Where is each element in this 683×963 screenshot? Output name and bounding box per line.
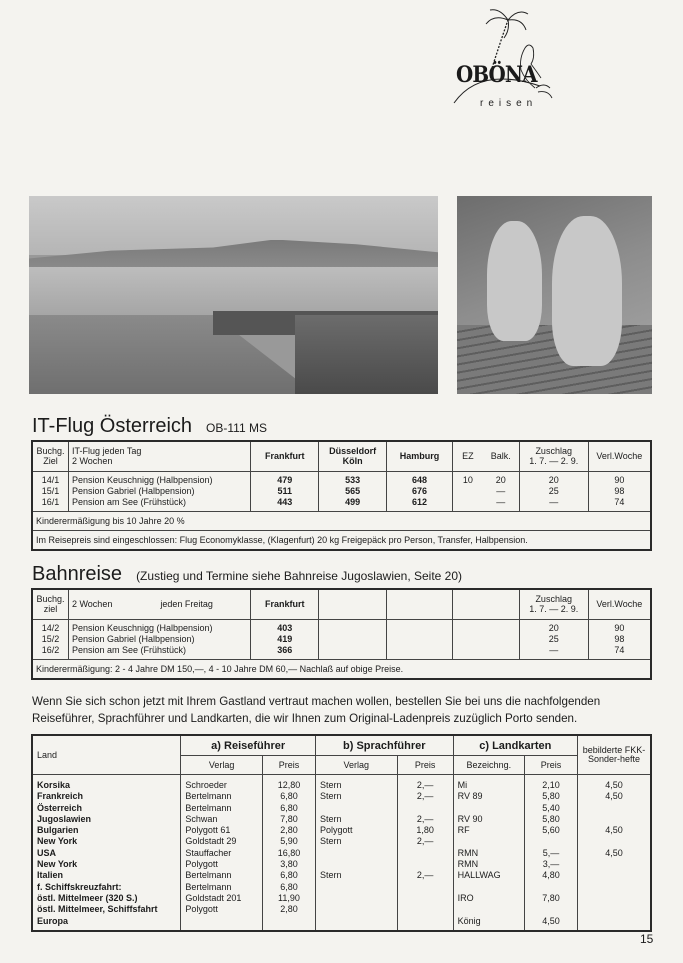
cell-land: Europa (37, 915, 69, 926)
cell-fkk (582, 870, 646, 881)
price: 419 (277, 634, 293, 644)
cell-rv: Bertelmann (185, 870, 232, 881)
price: 511 (277, 486, 293, 496)
cell-land: Korsika (37, 780, 71, 790)
cell-rp: 7,80 (280, 813, 298, 824)
sprach-verlag-column (315, 775, 397, 931)
cell-land: USA (37, 847, 57, 858)
cell-sv: Stern (319, 870, 342, 881)
col-empty (452, 589, 519, 620)
col-verl: Verl.Woche (588, 589, 651, 620)
cell-sp: 2,— (416, 791, 434, 802)
col-empty (387, 589, 453, 620)
col-preis: Preis (262, 756, 315, 775)
ez-value: 10 (462, 475, 473, 485)
zuschlag-value: — (549, 645, 559, 655)
cell-sv: Stern (319, 813, 342, 824)
two-women-on-deck-photo (457, 196, 652, 394)
cell-kp: 5,60 (542, 825, 560, 836)
cell-sp (402, 904, 449, 915)
cell-fkk (582, 893, 646, 904)
cell-sp (402, 848, 449, 859)
ziel: 15/2 (41, 634, 60, 644)
col-balk: Balk. (483, 441, 519, 472)
ez-value (456, 497, 480, 508)
karten-bez-column (453, 775, 524, 931)
cell-kb: RV 89 (457, 791, 483, 802)
cell-sp (402, 882, 449, 893)
cell-kp: 4,80 (542, 870, 560, 881)
cell-sv (320, 893, 393, 904)
pension-name: Pension am See (Frühstück) (71, 497, 187, 507)
cell-fkk (582, 836, 646, 847)
cell-fkk (582, 859, 646, 870)
cell-fkk (582, 916, 646, 927)
cell-sp: 2,— (416, 870, 434, 881)
price: 533 (345, 475, 361, 485)
group-reisefuehrer: a) Reiseführer (181, 735, 316, 756)
cell-kb: RF (457, 825, 470, 836)
cell-rv: Bertelmann (185, 791, 232, 802)
cell-fkk: 4,50 (605, 780, 623, 790)
cell-sv (320, 848, 393, 859)
cell-fkk: 4,50 (605, 825, 623, 836)
cell-kb (458, 836, 520, 847)
cell-rp: 3,80 (280, 859, 298, 870)
cell-sv: Polygott (319, 825, 353, 836)
cell-sv (320, 859, 393, 870)
price: 612 (411, 497, 427, 507)
pension-name: Pension Gabriel (Halbpension) (71, 634, 195, 644)
col-desc-1: IT-Flug jeden Tag (71, 445, 142, 456)
cell-land: Frankreich (37, 791, 84, 802)
obona-reisen-logo (440, 8, 560, 113)
cell-kb: IRO (457, 892, 474, 903)
karten-preis-column (525, 775, 578, 931)
zuschlag-value: 20 (548, 623, 559, 633)
cell-fkk (582, 882, 646, 893)
cell-kb: König (457, 915, 481, 926)
cell-fkk: 4,50 (605, 847, 623, 858)
col-verlag: Verlag (315, 756, 397, 775)
group-landkarten: c) Landkarten (453, 735, 577, 756)
ziel: 16/1 (41, 497, 60, 507)
price: 403 (277, 623, 293, 633)
cell-fkk (582, 803, 646, 814)
verl-value: 98 (614, 634, 625, 644)
cell-rv (185, 916, 258, 927)
col-land: Land (32, 735, 181, 775)
cell-kb: RV 90 (457, 813, 483, 824)
col-hamburg: Hamburg (387, 441, 453, 472)
cell-kb: HALLWAG (457, 870, 501, 881)
page-number: 15 (640, 932, 654, 946)
cell-land: New York (37, 859, 78, 870)
col-verl: Verl.Woche (588, 441, 651, 472)
cell-rp: 12,80 (277, 780, 301, 790)
pension-name: Pension am See (Frühstück) (71, 645, 187, 655)
price: 676 (411, 486, 427, 496)
cell-rv: Goldstadt 29 (185, 836, 237, 847)
col-duesseldorf: Düsseldorf Köln (319, 441, 387, 472)
price: 499 (345, 497, 361, 507)
cell-sv (320, 882, 393, 893)
verl-value: 90 (614, 623, 625, 633)
col-zuschlag-dates: 1. 7. — 2. 9. (529, 603, 579, 614)
cell-land: östl. Mittelmeer, Schiffsfahrt (37, 904, 158, 915)
col-zuschlag: Zuschlag (535, 593, 572, 604)
bahn-section-title (32, 563, 462, 586)
col-preis: Preis (397, 756, 453, 775)
cell-kp: 5,40 (542, 802, 560, 813)
cell-rv: Schwan (185, 813, 218, 824)
cell-rv: Bertelmann (185, 802, 232, 813)
cell-kp: 5,— (542, 847, 560, 858)
col-desc-2: 2 Wochen (71, 455, 113, 466)
cell-kp: 2,10 (542, 780, 560, 790)
cell-land: New York (37, 836, 78, 847)
col-bezeichnung: Bezeichng. (453, 756, 524, 775)
balk-value: — (496, 486, 506, 496)
cell-rp: 5,90 (280, 836, 298, 847)
col-fkk: bebilderte FKK-Sonder-hefte (578, 735, 651, 775)
flug-price-table (31, 440, 652, 551)
cell-rp: 6,80 (280, 870, 298, 881)
cell-kb (458, 882, 520, 893)
col-buchg: Buchg. ziel (32, 589, 68, 620)
cell-rv: Schroeder (185, 780, 227, 790)
lake-dock-photo (29, 196, 438, 394)
cell-rv: Polygott 61 (185, 825, 231, 836)
col-frankfurt: Frankfurt (251, 441, 319, 472)
pension-name: Pension Keuschnigg (Halbpension) (71, 623, 213, 633)
col-frankfurt: Frankfurt (251, 589, 319, 620)
col-preis: Preis (525, 756, 578, 775)
ez-value (456, 486, 480, 497)
cell-land: f. Schiffskreuzfahrt: (37, 881, 122, 892)
verl-value: 74 (614, 497, 625, 507)
ziel: 14/2 (41, 623, 60, 633)
cell-land: Österreich (37, 802, 83, 813)
cell-rv: Bertelmann (185, 881, 232, 892)
col-verlag: Verlag (181, 756, 263, 775)
cell-sv (320, 916, 393, 927)
cell-sp: 2,— (416, 780, 434, 790)
flug-rows (32, 472, 651, 512)
price: 565 (345, 486, 361, 496)
col-buchg: Buchg. Ziel (32, 441, 68, 472)
cell-kb (458, 803, 520, 814)
cell-kp: 5,80 (542, 791, 560, 802)
price: 366 (277, 645, 293, 655)
cell-sp (402, 803, 449, 814)
sprach-preis-column (397, 775, 453, 931)
cell-land: östl. Mittelmeer (320 S.) (37, 892, 138, 903)
verl-value: 98 (614, 486, 625, 496)
cell-sp: 2,— (416, 813, 434, 824)
bahn-subtitle: (Zustieg und Termine siehe Bahnreise Jugoslawien, Seite 20) (136, 569, 463, 583)
cell-kb: RMN (457, 859, 479, 870)
cell-rp (267, 916, 311, 927)
cell-land: Jugoslawien (37, 813, 92, 824)
cell-kb: Mi (457, 780, 468, 790)
cell-kp (529, 836, 573, 847)
cell-rp: 11,90 (278, 892, 300, 903)
reise-verlag-column (181, 775, 263, 931)
fkk-column (578, 775, 651, 931)
cell-sp (402, 916, 449, 927)
cell-sp (402, 859, 449, 870)
group-sprachfuehrer: b) Sprachführer (315, 735, 453, 756)
reise-preis-column (262, 775, 315, 931)
balk-value: — (496, 497, 506, 507)
cell-rv: Polygott (185, 904, 218, 915)
cell-sv: Stern (319, 780, 342, 790)
cell-fkk (582, 814, 646, 825)
col-desc-1: 2 Wochen (71, 598, 113, 609)
cell-sv: Stern (319, 791, 342, 802)
flug-included-note: Im Reisepreis sind eingeschlossen: Flug Economyklasse, (Klagenfurt) 20 kg Freigepäck pro Person, Transfer, Halbpension. (32, 531, 651, 551)
cell-kp: 3,— (542, 859, 560, 870)
verl-value: 90 (614, 475, 625, 485)
cell-kb: RMN (457, 847, 479, 858)
price: 648 (411, 475, 427, 485)
cell-sv (320, 904, 393, 915)
cell-rp: 6,80 (280, 791, 298, 802)
cell-sp (402, 893, 449, 904)
ziel: 14/1 (41, 475, 60, 485)
cell-rp: 6,80 (280, 881, 298, 892)
guidebooks-table (31, 734, 652, 932)
flug-code: OB-111 MS (206, 421, 267, 435)
pension-name: Pension Gabriel (Halbpension) (71, 486, 195, 496)
cell-sp: 1,80 (416, 825, 434, 836)
ziel: 15/1 (41, 486, 60, 496)
flug-section-title (32, 415, 267, 438)
cell-rp: 6,80 (280, 802, 298, 813)
zuschlag-value: 25 (548, 634, 559, 644)
guidebooks-rows (32, 775, 651, 931)
flug-children-note: Kinderermäßigung bis 10 Jahre 20 % (32, 512, 651, 531)
cell-land: Italien (37, 870, 64, 881)
cell-rp: 16,80 (277, 847, 301, 858)
cell-sv (320, 803, 393, 814)
price: 443 (277, 497, 293, 507)
bahn-rows (32, 620, 651, 660)
verl-value: 74 (614, 645, 625, 655)
col-desc-2: jeden Freitag (160, 598, 213, 609)
logo-brand-text: OBÖNA (456, 62, 537, 88)
cell-rv: Goldstadt 201 (185, 892, 242, 903)
col-empty (319, 589, 387, 620)
cell-sv: Stern (319, 836, 342, 847)
flug-title: IT-Flug Österreich (32, 415, 193, 437)
cell-rp: 2,80 (280, 904, 298, 915)
guidebooks-intro: Wenn Sie sich schon jetzt mit Ihrem Gastland vertraut machen wollen, bestellen Sie bei uns die nachfolgenden Reiseführer, Sprachführer und Landkarten, die wir Ihnen zum Original-Ladenpreis zuzüglich Porto senden. (32, 695, 601, 725)
cell-sp: 2,— (416, 836, 434, 847)
cell-kb (458, 904, 520, 915)
col-ez: EZ (452, 441, 482, 472)
col-zuschlag-dates: 1. 7. — 2. 9. (529, 455, 579, 466)
cell-kp (529, 904, 573, 915)
ziel: 16/2 (41, 645, 60, 655)
cell-land: Bulgarien (37, 825, 79, 836)
cell-kp (529, 882, 573, 893)
zuschlag-value: — (549, 497, 559, 507)
cell-fkk (582, 904, 646, 915)
logo-sub-text: reisen (480, 98, 538, 109)
cell-kp: 4,50 (542, 915, 560, 926)
cell-rp: 2,80 (280, 825, 298, 836)
bahn-children-note: Kinderermäßigung: 2 - 4 Jahre DM 150,—, 4 - 10 Jahre DM 60,— Nachlaß auf obige Preise. (32, 660, 651, 680)
land-column (32, 775, 181, 931)
cell-rv: Stauffacher (185, 847, 232, 858)
cell-rv: Polygott (185, 859, 218, 870)
zuschlag-value: 25 (548, 486, 559, 496)
col-zuschlag: Zuschlag (535, 445, 572, 456)
price: 479 (277, 475, 293, 485)
cell-fkk: 4,50 (605, 791, 623, 802)
cell-kp: 7,80 (542, 892, 560, 903)
balk-value: 20 (495, 475, 506, 485)
zuschlag-value: 20 (548, 475, 559, 485)
bahn-price-table (31, 588, 652, 680)
bahn-title: Bahnreise (32, 563, 123, 585)
pension-name: Pension Keuschnigg (Halbpension) (71, 475, 213, 485)
cell-kp: 5,80 (542, 813, 560, 824)
